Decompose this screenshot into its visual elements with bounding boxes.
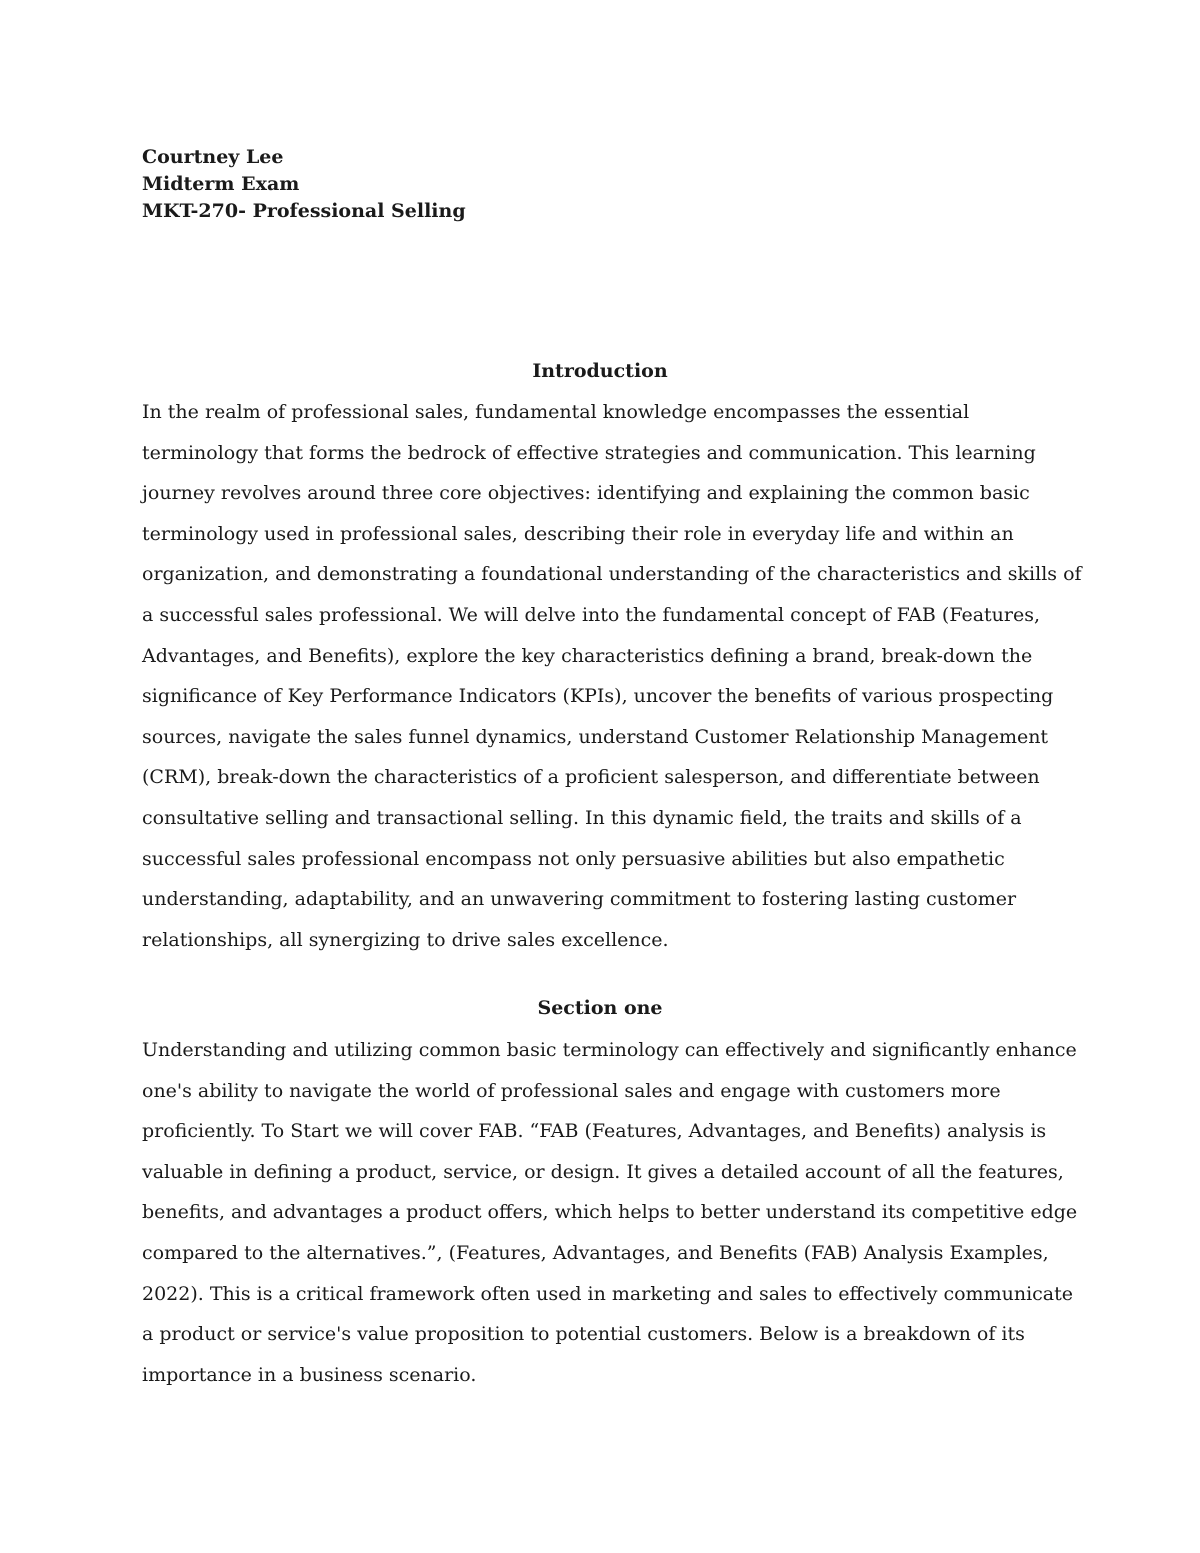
paragraph-line: journey revolves around three core objectives: identifying and explaining the common basic [142, 482, 1030, 505]
paragraph-line: sources, navigate the sales funnel dynamics, understand Customer Relationship Management [142, 725, 1049, 748]
paragraph-line: compared to the alternatives.”, (Features, Advantages, and Benefits (FAB) Analysis Examples, [142, 1241, 1049, 1264]
author-name: Courtney Lee [142, 146, 284, 168]
paragraph-line: organization, and demonstrating a foundational understanding of the characteristics and skills of [142, 563, 1082, 586]
paragraph-line: terminology used in professional sales, describing their role in everyday life and within an [142, 522, 1014, 545]
assignment-title: Midterm Exam [142, 173, 300, 195]
paragraph-line: terminology that forms the bedrock of effective strategies and communication. This learning [142, 441, 1036, 464]
paragraph-line: Understanding and utilizing common basic terminology can effectively and significantly enhance [142, 1039, 1077, 1061]
course-title: MKT-270- Professional Selling [142, 200, 466, 222]
paragraph-line: In the realm of professional sales, fundamental knowledge encompasses the essential [142, 401, 970, 423]
introduction-paragraph [142, 392, 1082, 960]
paragraph-line: understanding, adaptability, and an unwavering commitment to fostering lasting customer [142, 888, 1017, 911]
document-header [142, 144, 466, 225]
section-one-paragraph [142, 1030, 1078, 1395]
paragraph-line: a product or service's value proposition to potential customers. Below is a breakdown of its [142, 1323, 1025, 1346]
introduction-heading: Introduction [532, 360, 668, 382]
paragraph-line: consultative selling and transactional selling. In this dynamic field, the traits and skills of a [142, 806, 1022, 829]
paragraph-line: a successful sales professional. We will delve into the fundamental concept of FAB (Features, [142, 603, 1041, 626]
paragraph-line: proficiently. To Start we will cover FAB. “FAB (Features, Advantages, and Benefits) analysis is [142, 1120, 1047, 1143]
paragraph-line: importance in a business scenario. [142, 1363, 477, 1386]
paragraph-line: Advantages, and Benefits), explore the key characteristics defining a brand, break-down the [142, 644, 1033, 667]
paragraph-line: significance of Key Performance Indicators (KPIs), uncover the benefits of various prospecting [142, 685, 1054, 708]
paragraph-line: valuable in defining a product, service, or design. It gives a detailed account of all the features, [142, 1160, 1064, 1183]
paragraph-line: benefits, and advantages a product offers, which helps to better understand its competitive edge [142, 1201, 1078, 1224]
paragraph-line: 2022). This is a critical framework often used in marketing and sales to effectively communicate [142, 1282, 1073, 1305]
section-one-heading: Section one [537, 997, 663, 1019]
paragraph-line: one's ability to navigate the world of professional sales and engage with customers more [142, 1079, 1001, 1102]
paragraph-line: relationships, all synergizing to drive sales excellence. [142, 928, 669, 951]
paragraph-line: successful sales professional encompass not only persuasive abilities but also empathetic [142, 847, 1005, 870]
paragraph-line: (CRM), break-down the characteristics of a proficient salesperson, and differentiate between [142, 766, 1040, 789]
